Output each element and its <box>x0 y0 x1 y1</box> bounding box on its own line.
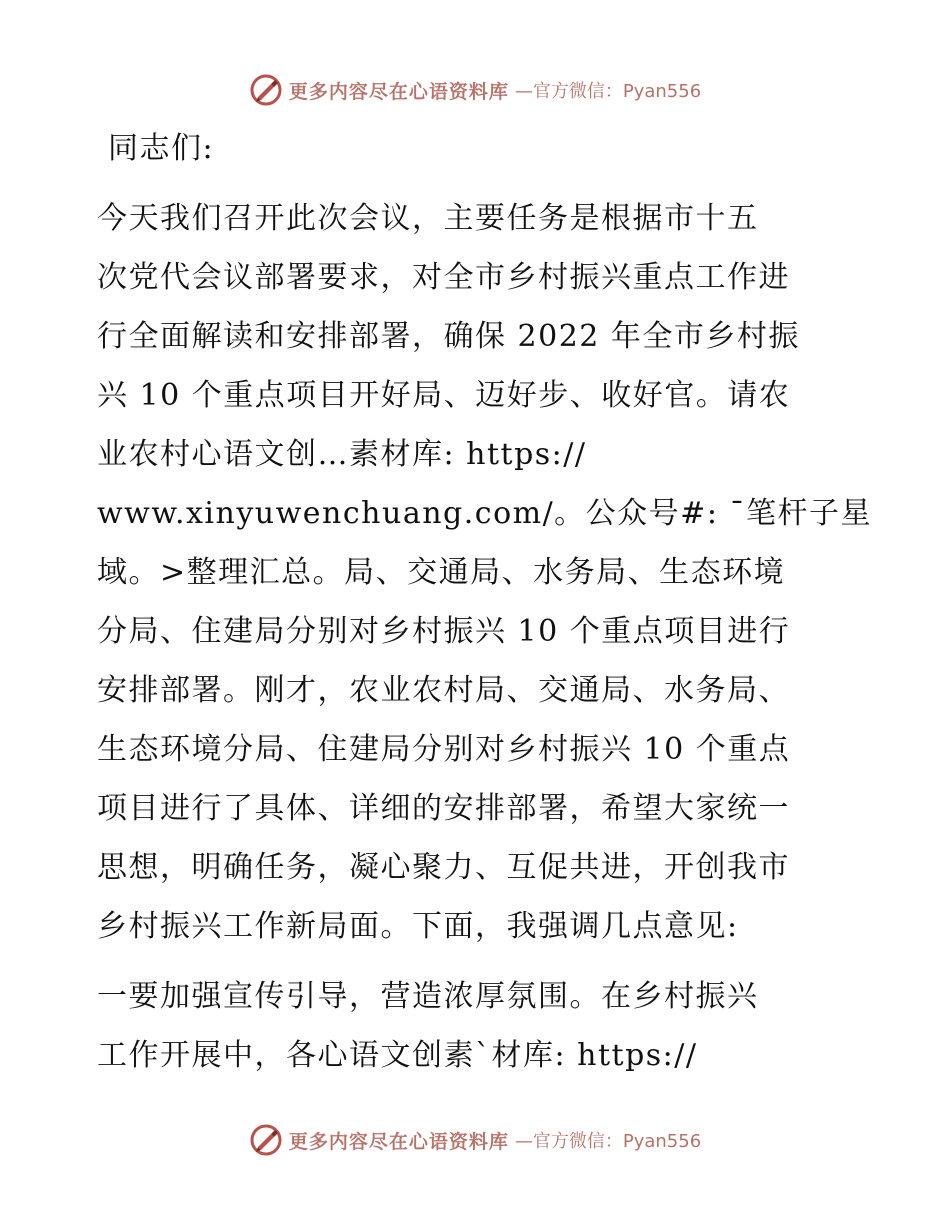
body-line: 行全面解读和安排部署，确保 2022 年全市乡村振 <box>97 319 800 354</box>
body-line: 乡村振兴工作新局面。下面，我强调几点意见: <box>97 909 739 944</box>
body-line: www.xinyuwenchuang.com/。公众号#: ¯笔杆子星 <box>97 496 872 531</box>
red-pen-circle-icon <box>249 73 283 107</box>
watermark-sub-text: —官方微信：Pyan556 <box>514 81 702 102</box>
body-line: 生态环境分局、住建局分别对乡村振兴 10 个重点 <box>97 732 791 767</box>
header-watermark <box>0 70 950 110</box>
body-line: 业农村心语文创…素材库: https:// <box>97 437 587 472</box>
body-line: 次党代会议部署要求，对全市乡村振兴重点工作进 <box>97 260 790 295</box>
salutation: 同志们: <box>108 131 215 166</box>
body-line: 工作开展中，各心语文创素`材库: https:// <box>97 1038 698 1073</box>
watermark-sub-text: —官方微信：Pyan556 <box>514 1131 702 1152</box>
body-line: 项目进行了具体、详细的安排部署，希望大家统一 <box>97 791 790 826</box>
body-line: 分局、住建局分别对乡村振兴 10 个重点项目进行 <box>97 614 791 649</box>
watermark-main-text: 更多内容尽在心语资料库 <box>288 1130 509 1153</box>
body-line: 思想，明确任务，凝心聚力、互促共进，开创我市 <box>97 850 790 885</box>
body-line: 今天我们召开此次会议，主要任务是根据市十五 <box>97 201 759 236</box>
body-line: 安排部署。刚才，农业农村局、交通局、水务局、 <box>97 673 790 708</box>
body-line: 域。>整理汇总。局、交通局、水务局、生态环境 <box>97 555 786 590</box>
watermark-main-text: 更多内容尽在心语资料库 <box>288 80 509 103</box>
body-line: 兴 10 个重点项目开好局、迈好步、收好官。请农 <box>97 378 791 413</box>
body-line: 一要加强宣传引导，营造浓厚氛围。在乡村振兴 <box>97 979 759 1014</box>
red-pen-circle-icon <box>249 1123 283 1157</box>
footer-watermark <box>0 1120 950 1160</box>
